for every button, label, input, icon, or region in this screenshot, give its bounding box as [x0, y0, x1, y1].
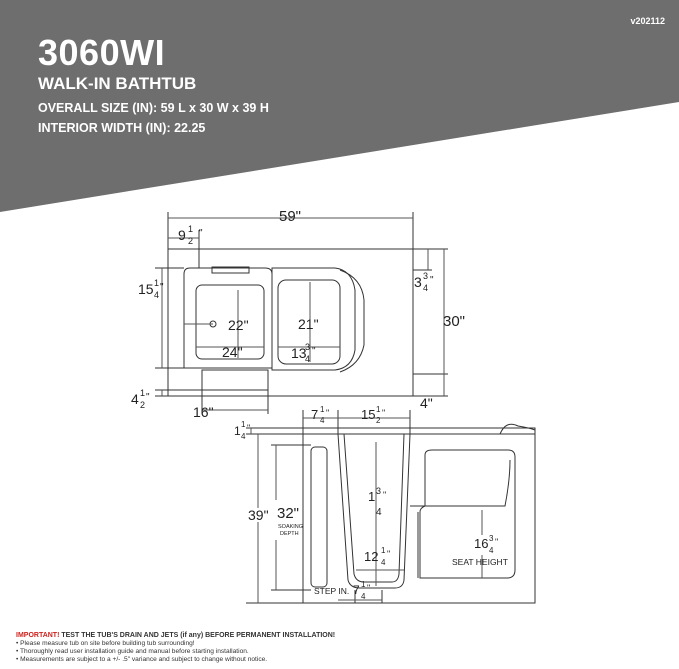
dim-1-3-4-num: 3 [376, 486, 382, 496]
dim-4-1-2-num: 1 [140, 388, 146, 398]
product-type: WALK-IN BATHTUB [38, 74, 197, 93]
dim-7-1-4-whole: 7 [311, 407, 319, 422]
inch-mark: " [160, 282, 164, 293]
version-code: v202112 [630, 16, 665, 26]
dim-16-3-4-whole: 16 [474, 536, 489, 551]
overall-width-dim: 30" [443, 313, 466, 330]
inch-mark: " [387, 549, 391, 559]
model-title: 3060WI [38, 32, 166, 73]
footer-notes [16, 632, 335, 664]
note-read-guide: • Thoroughly read user installation guide and manual before starting installation. [16, 648, 249, 655]
dim-9-1-2-den: 2 [188, 236, 194, 246]
inch-mark: " [247, 423, 251, 433]
note-variance: • Measurements are subject to a +/- .5" variance and subject to change without notice. [16, 656, 268, 663]
dim-13-3-4-whole: 13 [291, 345, 307, 361]
dim-12-1-4-whole: 12 [364, 549, 379, 564]
dim-9-1-2-whole: 9 [178, 227, 186, 243]
tub-top-outline [168, 249, 413, 396]
dim-7-1-4-den: 4 [320, 416, 325, 425]
basin-width-dim: 21" [298, 316, 319, 332]
inch-mark: " [146, 392, 150, 403]
dim-7-1-4-step-den: 4 [361, 592, 366, 601]
dim-1-3-4-den: 4 [376, 507, 382, 518]
inch-mark: " [382, 408, 386, 418]
door-width-dim: 16" [193, 404, 214, 420]
dim-9-1-2-num: 1 [188, 224, 194, 234]
dim-15-1-4-den: 4 [154, 290, 160, 300]
note-measure: • Please measure tub on site before building tub surrounding! [16, 640, 195, 647]
tub-side-outline [303, 428, 535, 603]
dim-15-1-4-whole: 15 [138, 281, 154, 297]
warning-line [16, 632, 335, 640]
inch-mark: " [430, 275, 434, 286]
dim-3-3-4-num: 3 [423, 271, 429, 281]
dim-13-3-4-den: 4 [305, 354, 311, 364]
dim-4-1-2-den: 2 [140, 400, 146, 410]
overall-size: OVERALL SIZE (IN): 59 L x 30 W x 39 H [38, 101, 269, 115]
inch-mark: " [383, 490, 387, 500]
dim-7-1-4-num: 1 [320, 405, 325, 414]
overall-length-dim: 59" [279, 208, 302, 225]
interior-width: INTERIOR WIDTH (IN): 22.25 [38, 121, 206, 135]
step-in-label: STEP IN. [314, 586, 350, 596]
dim-7-1-4-step-whole: 7 [353, 583, 360, 597]
soaking-label: SOAKING [278, 524, 304, 530]
important-label: IMPORTANT! [16, 632, 60, 639]
inch-mark: " [326, 408, 330, 418]
dim-3-3-4-whole: 3 [414, 274, 422, 290]
dim-3-3-4-den: 4 [423, 283, 429, 293]
dim-15-1-2-den: 2 [376, 416, 381, 425]
dim-16-3-4-den: 4 [489, 546, 494, 555]
seat-height-label: SEAT HEIGHT [452, 557, 508, 567]
depth-label: DEPTH [280, 531, 299, 537]
inch-mark: " [312, 346, 316, 357]
warning-text: TEST THE TUB'S DRAIN AND JETS (if any) BEFORE PERMANENT INSTALLATION! [59, 632, 336, 639]
dim-15-1-2-whole: 15 [361, 407, 376, 422]
dim-1-1-4-num: 1 [241, 420, 246, 429]
dim-1-1-4-whole: 1 [234, 424, 241, 438]
soaking-depth-dim: 32" [277, 505, 300, 522]
dim-13-3-4-num: 3 [305, 342, 311, 352]
seat-length-dim: 24" [222, 344, 243, 360]
dim-1-3-4-whole: 1 [368, 489, 376, 504]
overall-height-dim: 39" [248, 507, 269, 523]
dim-7-1-4-step-num: 1 [361, 580, 366, 589]
inch-mark: " [495, 537, 499, 547]
dim-4-1-2-whole: 4 [131, 391, 139, 407]
dim-15-1-2-num: 1 [376, 405, 381, 414]
bottom-right-dim: 4" [420, 395, 433, 411]
dim-15-1-4-num: 1 [154, 278, 160, 288]
seat-width-dim: 22" [228, 317, 249, 333]
dim-16-3-4-num: 3 [489, 534, 494, 543]
dim-1-1-4-den: 4 [241, 432, 246, 441]
inch-mark: " [199, 228, 203, 239]
dim-12-1-4-num: 1 [381, 546, 386, 555]
dim-12-1-4-den: 4 [381, 558, 386, 567]
inch-mark: " [367, 583, 371, 593]
